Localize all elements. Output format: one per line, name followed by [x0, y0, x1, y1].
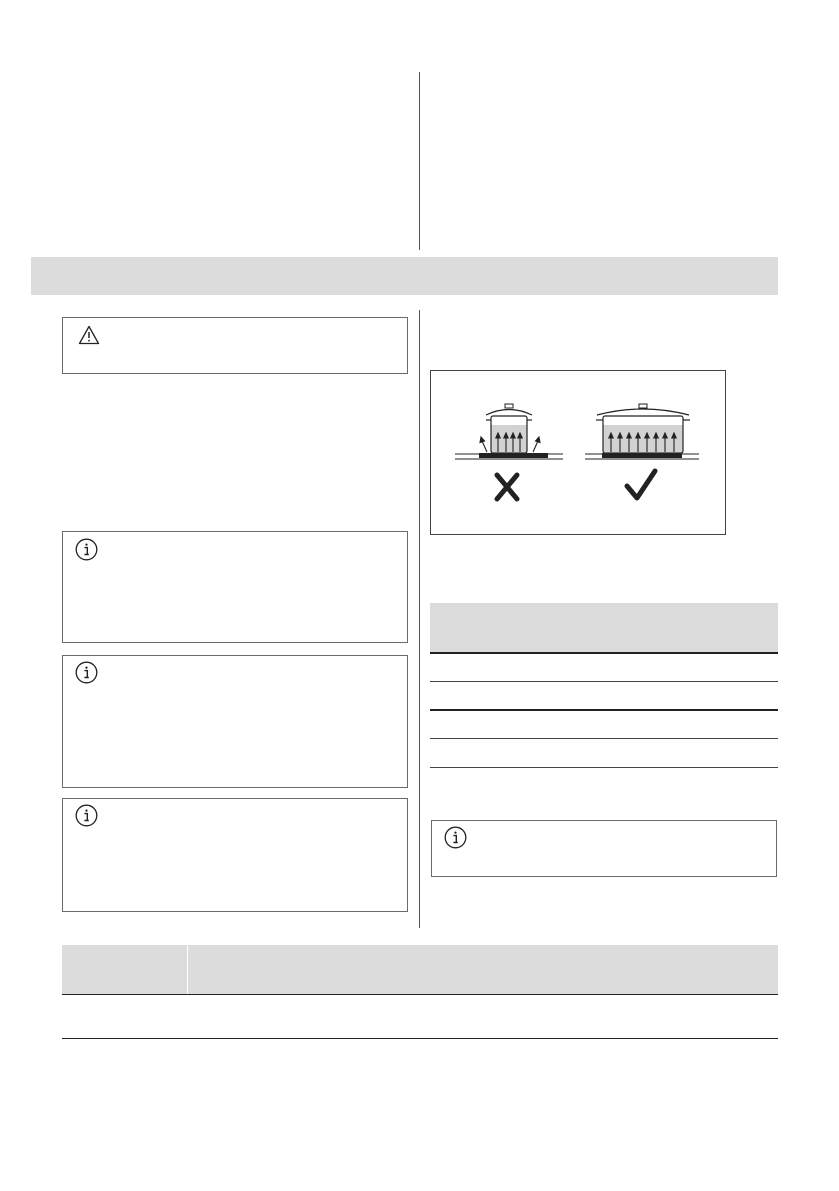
bottom-table-header-divider — [187, 945, 188, 994]
small-pot-incorrect — [455, 404, 563, 459]
bottom-table-header-rule — [62, 994, 778, 995]
bottom-table-header — [62, 945, 778, 994]
right-table-row-rule — [430, 738, 778, 739]
right-table-row-rule — [430, 767, 778, 768]
cross-mark-icon — [497, 475, 517, 499]
right-table-row-rule — [430, 681, 778, 682]
info-circle-icon — [75, 661, 98, 684]
main-column-divider — [419, 310, 420, 928]
info-circle-icon — [444, 826, 467, 849]
info-box-1 — [62, 531, 408, 643]
info-circle-icon — [75, 804, 98, 827]
right-table-header — [430, 603, 778, 652]
check-mark-icon — [627, 471, 655, 498]
pot-illustration — [431, 371, 725, 534]
warning-triangle-icon — [78, 325, 100, 345]
info-box-right — [431, 820, 777, 877]
top-column-divider — [419, 72, 420, 250]
info-box-2 — [62, 655, 408, 788]
right-table-header-rule — [430, 652, 778, 654]
info-circle-icon — [75, 538, 98, 561]
section-header-band — [31, 257, 778, 295]
pot-size-figure — [430, 370, 726, 535]
warning-box — [62, 317, 408, 374]
right-table-row-rule — [430, 709, 778, 711]
bottom-table-row-rule — [62, 1038, 778, 1039]
info-box-3 — [62, 798, 408, 912]
matching-pot-correct — [585, 404, 699, 459]
